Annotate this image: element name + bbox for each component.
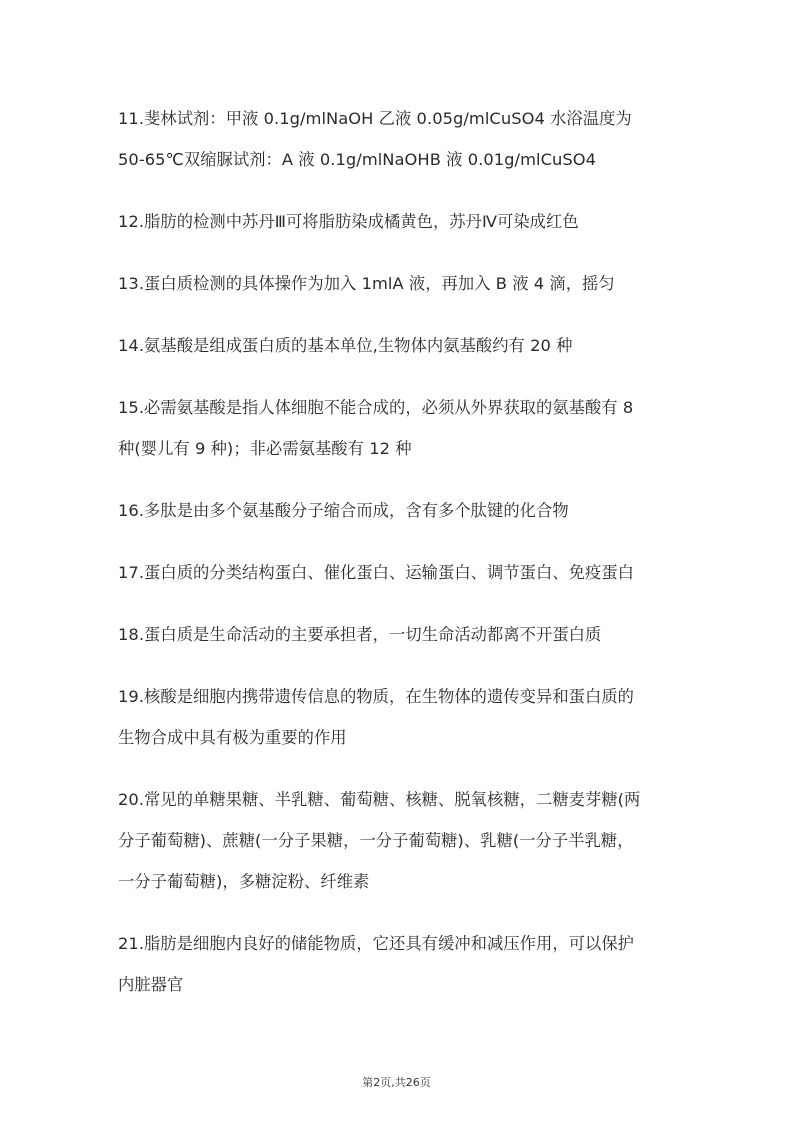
text-line: 14.氨基酸是组成蛋白质的基本单位,生物体内氨基酸约有 20 种 bbox=[118, 336, 573, 355]
text-line: 种(婴儿有 9 种)；非必需氨基酸有 12 种 bbox=[118, 439, 412, 458]
list-item bbox=[118, 923, 678, 1005]
list-item bbox=[118, 676, 678, 758]
text-line: 19.核酸是细胞内携带遗传信息的物质，在生物体的遗传变异和蛋白质的 bbox=[118, 687, 634, 706]
list-item bbox=[118, 779, 678, 902]
text-line: 18.蛋白质是生命活动的主要承担者，一切生命活动都离不开蛋白质 bbox=[118, 625, 602, 644]
text-line: 13.蛋白质检测的具体操作为加入 1mlA 液，再加入 B 液 4 滴，摇匀 bbox=[118, 274, 615, 293]
text-line: 20.常见的单糖果糖、半乳糖、葡萄糖、核糖、脱氧核糖，二糖麦芽糖(两 bbox=[118, 790, 641, 809]
list-item bbox=[118, 201, 678, 242]
text-line: 17.蛋白质的分类结构蛋白、催化蛋白、运输蛋白、调节蛋白、免疫蛋白 bbox=[118, 563, 634, 582]
text-line: 50-65℃双缩脲试剂：A 液 0.1g/mlNaOHB 液 0.01g/mlCuSO4 bbox=[118, 150, 597, 169]
text-line: 11.斐林试剂：甲液 0.1g/mlNaOH 乙液 0.05g/mlCuSO4 水浴温度为 bbox=[118, 109, 632, 128]
text-line: 16.多肽是由多个氨基酸分子缩合而成，含有多个肽键的化合物 bbox=[118, 501, 569, 520]
text-line: 分子葡萄糖)、蔗糖(一分子果糖，一分子葡萄糖)、乳糖(一分子半乳糖， bbox=[118, 831, 634, 850]
text-line: 21.脂肪是细胞内良好的储能物质，它还具有缓冲和减压作用，可以保护 bbox=[118, 934, 634, 953]
text-line: 内脏器官 bbox=[118, 975, 184, 994]
document-body bbox=[118, 98, 678, 1026]
text-line: 一分子葡萄糖)，多糖淀粉、纤维素 bbox=[118, 872, 370, 891]
list-item bbox=[118, 490, 678, 531]
list-item bbox=[118, 552, 678, 593]
list-item bbox=[118, 263, 678, 304]
page-number: 第2页,共26页 bbox=[362, 1076, 431, 1089]
list-item bbox=[118, 325, 678, 366]
list-item bbox=[118, 614, 678, 655]
list-item bbox=[118, 387, 678, 469]
list-item bbox=[118, 98, 678, 180]
text-line: 15.必需氨基酸是指人体细胞不能合成的，必须从外界获取的氨基酸有 8 bbox=[118, 398, 634, 417]
text-line: 12.脂肪的检测中苏丹Ⅲ可将脂肪染成橘黄色，苏丹Ⅳ可染成红色 bbox=[118, 212, 579, 231]
text-line: 生物合成中具有极为重要的作用 bbox=[118, 728, 347, 747]
